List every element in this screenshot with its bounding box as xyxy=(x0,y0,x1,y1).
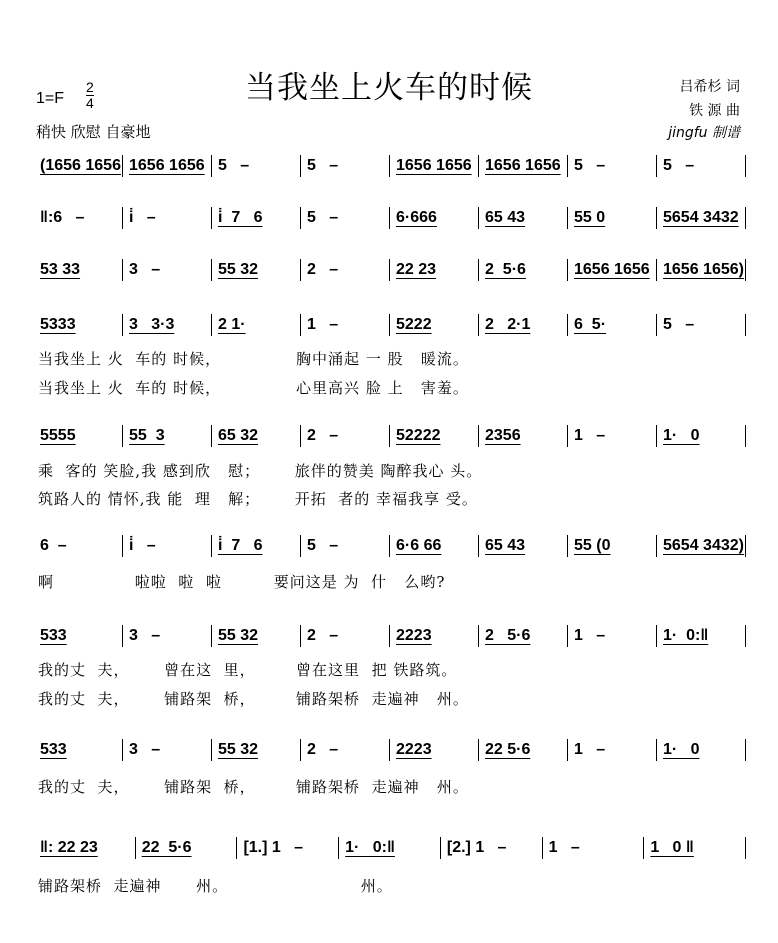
measure: ‖: 22 23 xyxy=(34,837,136,859)
measure: 22 23 xyxy=(390,259,479,281)
music-line xyxy=(34,738,746,762)
measure: 2 2·1 xyxy=(479,314,568,336)
music-line xyxy=(34,154,746,178)
measure: 6 – xyxy=(34,535,123,557)
measure: 3 – xyxy=(123,625,212,647)
measure: 1656 1656) xyxy=(657,259,746,281)
measure: 1 – xyxy=(568,625,657,647)
measure: [2.] 1 – xyxy=(441,837,543,859)
tempo-marking: 稍快 欣慰 自豪地 xyxy=(36,123,151,141)
measure: 5 – xyxy=(657,155,746,177)
measure: 1 – xyxy=(568,739,657,761)
arranger-credit: jingfu 制谱 xyxy=(668,125,740,141)
measure: 55 32 xyxy=(212,259,301,281)
lyricist-credit: 吕希杉 词 xyxy=(679,79,740,95)
measure: 5 – xyxy=(212,155,301,177)
time-signature xyxy=(86,80,94,111)
measure: 22 5·6 xyxy=(479,739,568,761)
measure: 55 32 xyxy=(212,739,301,761)
measure: 53 33 xyxy=(34,259,123,281)
measure: 5 – xyxy=(657,314,746,336)
measure: 65 43 xyxy=(479,207,568,229)
measure: 6·6 66 xyxy=(390,535,479,557)
time-top: 2 xyxy=(86,79,94,95)
measure: 2356 xyxy=(479,425,568,447)
measure: 5222 xyxy=(390,314,479,336)
measure: i̇ – xyxy=(123,207,212,229)
measure: 22 5·6 xyxy=(136,837,238,859)
measure: 65 32 xyxy=(212,425,301,447)
measure: 55 0 xyxy=(568,207,657,229)
measure: 55 3 xyxy=(123,425,212,447)
measure: 65 43 xyxy=(479,535,568,557)
music-line xyxy=(34,836,746,860)
lyric-line: 啊 啦啦 啦 啦 要问这是 为 什 么哟? xyxy=(38,573,446,591)
time-bottom: 4 xyxy=(86,95,94,111)
lyric-line: 当我坐上 火 车的 时候， 胸中涌起 一 股 暖流。 xyxy=(38,350,469,368)
measure: 1656 1656 xyxy=(390,155,479,177)
measure: 5555 xyxy=(34,425,123,447)
measure: 1 – xyxy=(568,425,657,447)
measure: 6·666 xyxy=(390,207,479,229)
measure: 5 – xyxy=(301,535,390,557)
lyric-line: 我的丈 夫， 曾在这 里， 曾在这里 把 铁路筑。 xyxy=(38,661,458,679)
measure: 3 – xyxy=(123,259,212,281)
measure: ‖:6 – xyxy=(34,207,123,229)
measure: 2 – xyxy=(301,625,390,647)
measure: 1· 0 xyxy=(657,739,746,761)
measure: 2223 xyxy=(390,625,479,647)
lyric-line: 乘 客的 笑脸,我 感到欣 慰； 旅伴的赞美 陶醉我心 头。 xyxy=(38,462,483,480)
music-line xyxy=(34,313,746,337)
music-line xyxy=(34,206,746,230)
measure: 2 – xyxy=(301,259,390,281)
measure: 3 – xyxy=(123,739,212,761)
measure: 1656 1656 xyxy=(479,155,568,177)
measure: 55 32 xyxy=(212,625,301,647)
measure: 55 (0 xyxy=(568,535,657,557)
measure: i̇ 7 6 xyxy=(212,535,301,557)
measure: 1· 0:‖ xyxy=(339,837,441,859)
measure: 5333 xyxy=(34,314,123,336)
measure: i̇ – xyxy=(123,535,212,557)
music-line xyxy=(34,624,746,648)
lyric-line: 铺路架桥 走遍神 州。 州。 xyxy=(38,877,393,895)
measure: 2 5·6 xyxy=(479,625,568,647)
song-title: 当我坐上火车的时候 xyxy=(245,70,533,106)
measure: 2223 xyxy=(390,739,479,761)
key-signature: 1=F xyxy=(36,90,65,107)
lyric-line: 筑路人的 情怀,我 能 理 解； 开拓 者的 幸福我享 受。 xyxy=(38,490,478,508)
measure: 5654 3432) xyxy=(657,535,746,557)
measure: 5 – xyxy=(568,155,657,177)
lyric-line: 当我坐上 火 车的 时候， 心里高兴 脸 上 害羞。 xyxy=(38,379,469,397)
measure: 533 xyxy=(34,739,123,761)
measure: 2 5·6 xyxy=(479,259,568,281)
measure: 1656 1656 xyxy=(568,259,657,281)
measure: [1.] 1 – xyxy=(237,837,339,859)
composer-credit: 铁 源 曲 xyxy=(689,103,740,119)
measure: 5654 3432 xyxy=(657,207,746,229)
measure: 5 – xyxy=(301,207,390,229)
measure: i̇ 7 6 xyxy=(212,207,301,229)
lyric-line: 我的丈 夫， 铺路架 桥， 铺路架桥 走遍神 州。 xyxy=(38,690,469,708)
measure: 1656 1656 xyxy=(123,155,212,177)
music-line xyxy=(34,534,746,558)
measure: 6 5· xyxy=(568,314,657,336)
lyric-line: 我的丈 夫， 铺路架 桥， 铺路架桥 走遍神 州。 xyxy=(38,778,469,796)
music-line xyxy=(34,258,746,282)
measure: 533 xyxy=(34,625,123,647)
measure: 1· 0:‖ xyxy=(657,625,746,647)
measure: 1 – xyxy=(543,837,645,859)
music-line xyxy=(34,424,746,448)
measure: 2 – xyxy=(301,425,390,447)
measure: 52222 xyxy=(390,425,479,447)
measure: 1 0 ‖ xyxy=(644,837,746,859)
measure: 1· 0 xyxy=(657,425,746,447)
measure: 2 – xyxy=(301,739,390,761)
measure: 3 3·3 xyxy=(123,314,212,336)
measure: 1 – xyxy=(301,314,390,336)
measure: 2 1· xyxy=(212,314,301,336)
measure: (1656 1656 xyxy=(34,155,123,177)
measure: 5 – xyxy=(301,155,390,177)
